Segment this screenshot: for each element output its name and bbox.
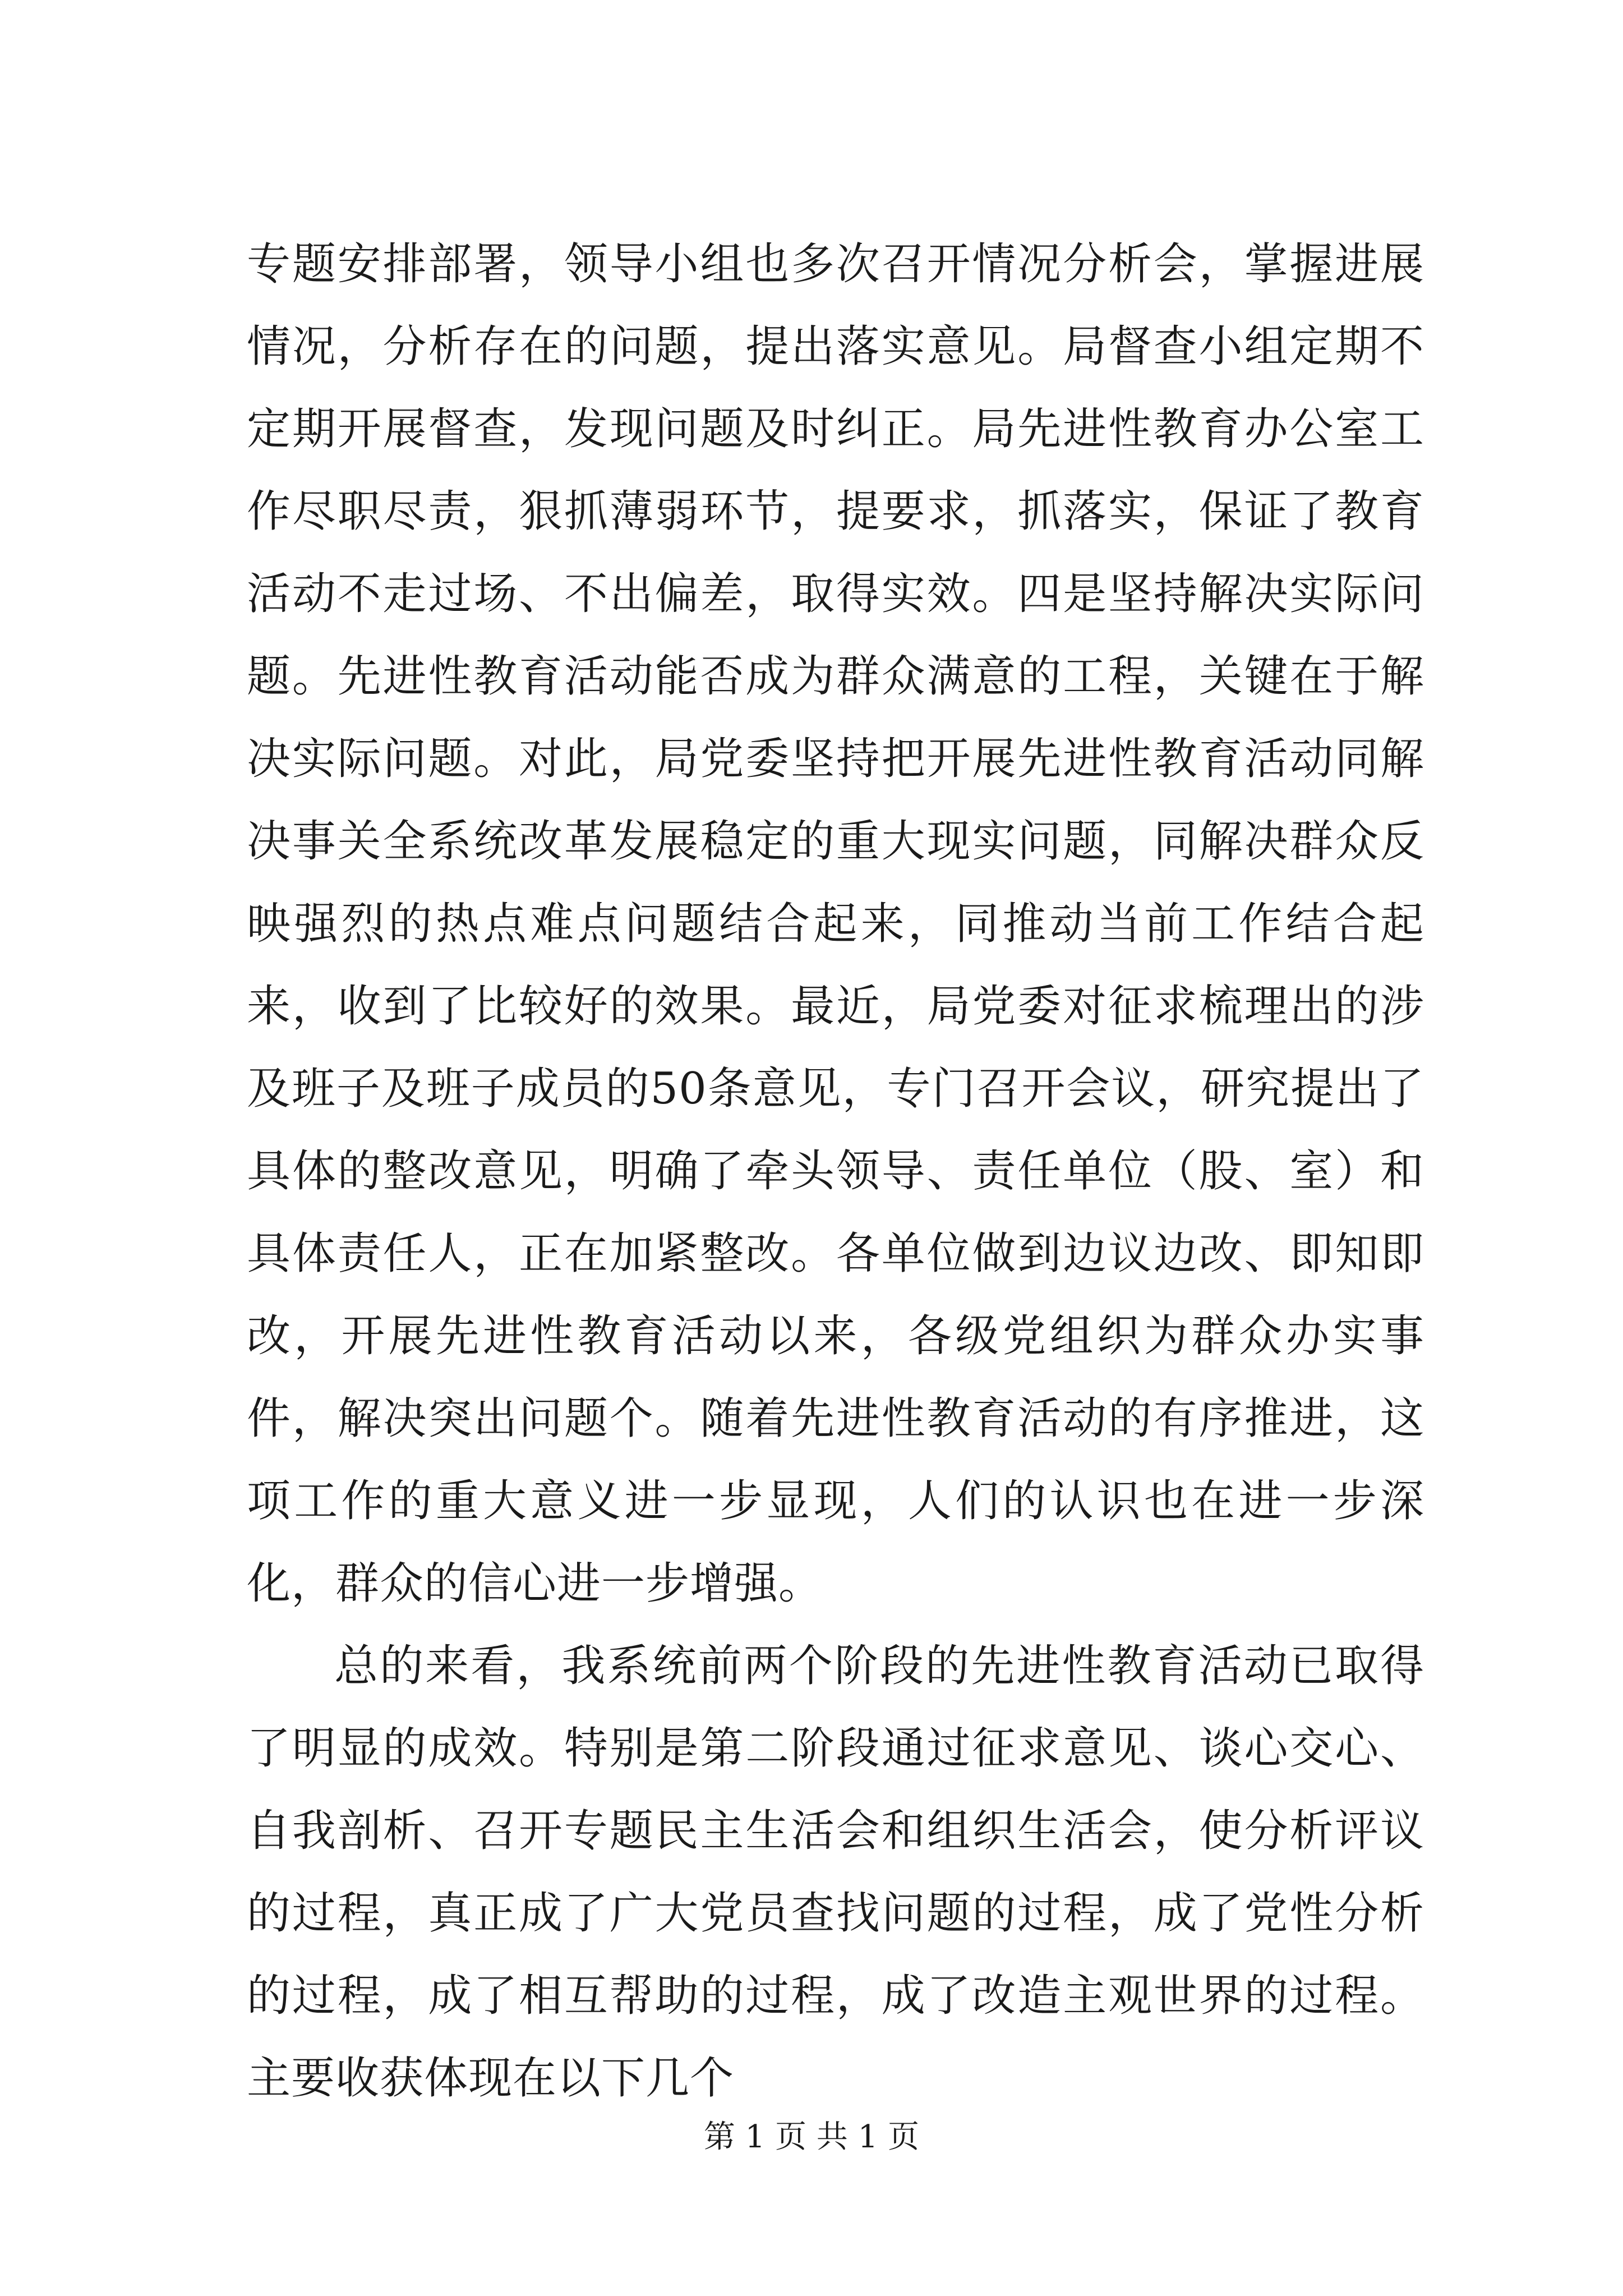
paragraph-1: 专题安排部署，领导小组也多次召开情况分析会，掌握进展情况，分析存在的问题，提出落实意见。局督查小组定期不定期开展督查，发现问题及时纠正。局先进性教育办公室工作尽职尽责，狠抓薄弱环节，提要求，抓落实，保证了教育活动不走过场、不出偏差，取得实效。四是坚持解决实际问题。先进性教育活动能否成为群众满意的工程，关键在于解决实际问题。对此，局党委坚持把开展先进性教育活动同解决事关全系统改革发展稳定的重大现实问题，同解决群众反映强烈的热点难点问题结合起来，同推动当前工作结合起来，收到了比较好的效果。最近，局党委对征求梳理出的涉及班子及班子成员的50条意见，专门召开会议，研究提出了具体的整改意见，明确了牵头领导、责任单位（股、室）和具体责任人，正在加紧整改。各单位做到边议边改、即知即改，开展先进性教育活动以来，各级党组织为群众办实事件，解决突出问题个。随着先进性教育活动的有序推进，这项工作的重大意义进一步显现，人们的认识也在进一步深化，群众的信心进一步增强。 [247,239,1424,1609]
paragraph-2: 总的来看，我系统前两个阶段的先进性教育活动已取得了明显的成效。特别是第二阶段通过征求意见、谈心交心、自我剖析、召开专题民主生活会和组织生活会，使分析评议的过程，真正成了广大党员查找问题的过程，成了党性分析的过程，成了相互帮助的过程，成了改造主观世界的过程。主要收获体现在以下几个 [247,1641,1424,2104]
page-footer: 第 1 页 共 1 页 [703,2119,920,2155]
document-body [247,223,1424,2120]
